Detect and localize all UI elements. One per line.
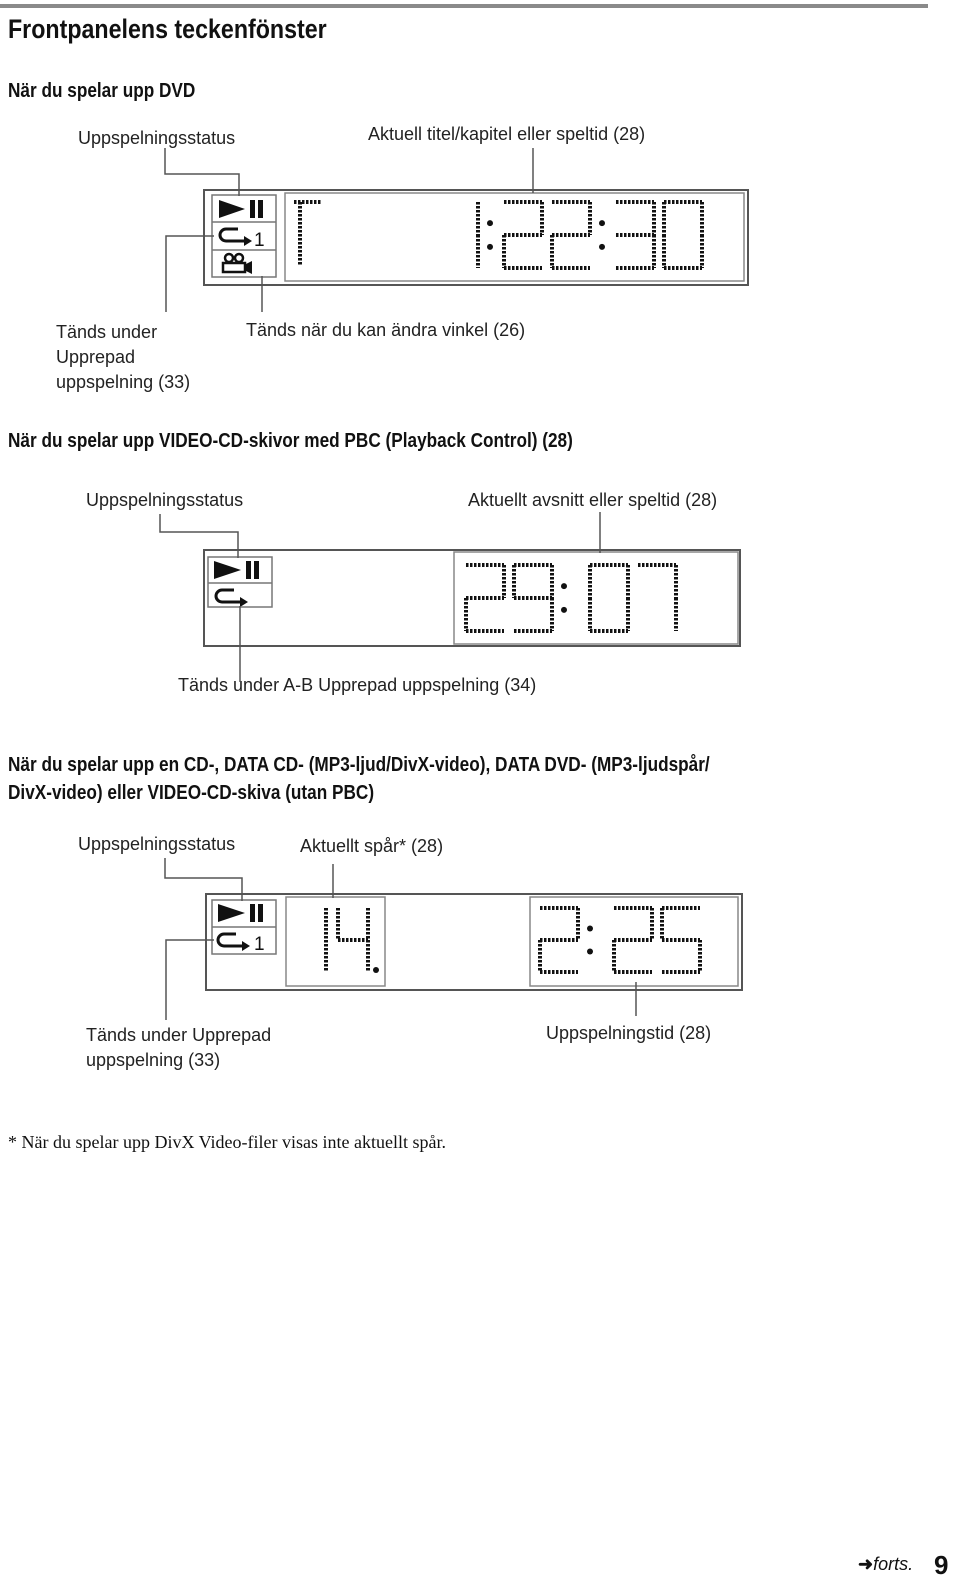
vcd-play-pause-icon <box>214 561 259 579</box>
lcd-colon-dot <box>561 607 567 613</box>
vcd-label-status: Uppspelningsstatus <box>86 490 244 510</box>
dvd-repeat-digit: 1 <box>254 230 265 251</box>
cd-repeat-icon <box>218 934 250 951</box>
lcd-colon-dot <box>587 949 593 955</box>
footnote: * När du spelar upp DivX Video-filer visas inte aktuellt spår. <box>8 1132 446 1152</box>
lcd-colon-dot <box>599 220 605 226</box>
lcd-colon-dot <box>587 925 593 931</box>
dvd-lcd-display <box>294 202 702 268</box>
dvd-label-angle: Tänds när du kan ändra vinkel (26) <box>246 320 526 340</box>
lcd-colon-dot <box>599 244 605 250</box>
cd-label-repeat-2: uppspelning (33) <box>86 1050 221 1070</box>
dvd-repeat-icon <box>220 229 252 246</box>
dvd-label-repeat-2: Upprepad <box>56 347 136 367</box>
continue-arrow-icon: ➜ <box>858 1554 874 1574</box>
dvd-label-repeat-1: Tänds under <box>56 322 158 342</box>
dvd-label-status: Uppspelningsstatus <box>78 128 236 148</box>
cd-play-pause-icon <box>218 904 263 922</box>
lcd-colon-dot <box>487 244 493 250</box>
vcd-label-ab: Tänds under A-B Upprepad uppspelning (34) <box>178 675 537 695</box>
section-heading-cd-line1: När du spelar upp en CD-, DATA CD- (MP3-ljud/DivX-video), DATA DVD- (MP3-ljudspår/ <box>8 754 710 776</box>
vcd-lcd-display <box>466 565 676 631</box>
page-number: 9 <box>934 1550 949 1580</box>
vcd-label-scene: Aktuellt avsnitt eller speltid (28) <box>468 490 718 510</box>
dvd-angle-camera-icon <box>223 254 252 274</box>
dvd-label-title: Aktuell titel/kapitel eller speltid (28) <box>368 124 646 144</box>
continued-text: forts. <box>873 1554 914 1574</box>
cd-label-time: Uppspelningstid (28) <box>546 1023 712 1043</box>
lcd-colon-dot <box>561 583 567 589</box>
cd-label-track: Aktuellt spår* (28) <box>300 836 444 856</box>
cd-track-lcd-display <box>326 908 379 973</box>
cd-label-repeat-1: Tänds under Upprepad <box>86 1025 272 1045</box>
section-heading-vcd: När du spelar upp VIDEO-CD-skivor med PBC (Playback Control) (28) <box>8 430 573 452</box>
cd-repeat-digit: 1 <box>254 934 265 955</box>
dvd-label-repeat-3: uppspelning (33) <box>56 372 191 392</box>
dvd-play-pause-icon <box>219 200 263 218</box>
section-heading-dvd: När du spelar upp DVD <box>8 80 196 102</box>
cd-track-lcd-frame <box>286 897 385 986</box>
cd-label-status: Uppspelningsstatus <box>78 834 236 854</box>
cd-time-lcd-display <box>540 908 700 972</box>
vcd-repeat-icon <box>216 590 248 607</box>
section-heading-cd-line2: DivX-video) eller VIDEO-CD-skiva (utan PBC) <box>8 782 375 804</box>
lcd-colon-dot <box>487 220 493 226</box>
page-title: Frontpanelens teckenfönster <box>8 14 327 44</box>
lcd-decimal-dot <box>373 967 379 973</box>
